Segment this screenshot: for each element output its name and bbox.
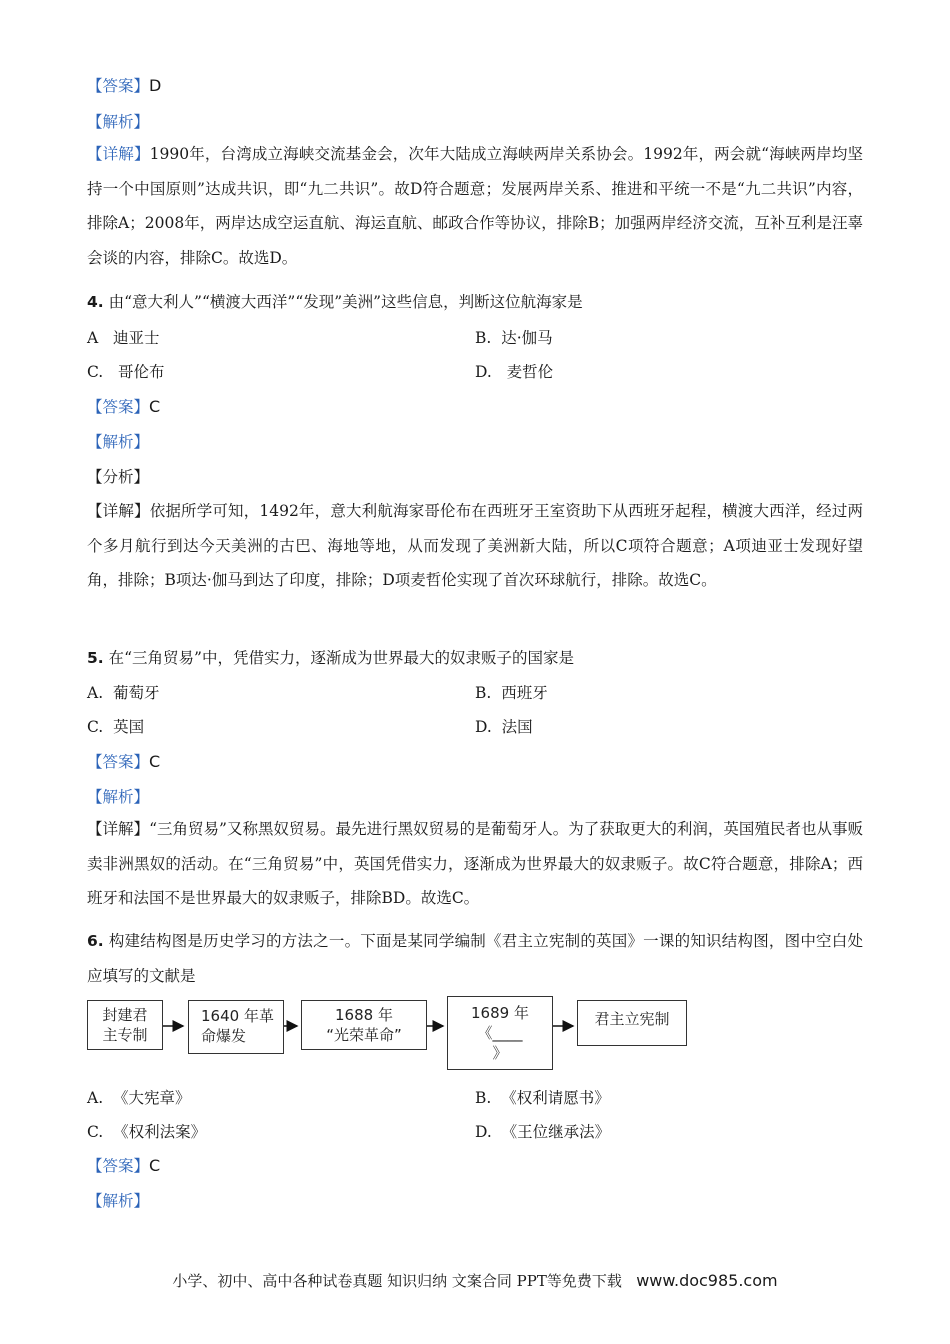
detail-tag: 【详解】 [87, 145, 150, 163]
q5-analysis-tag: 【解析】 [87, 788, 150, 806]
question-number: 5. [87, 649, 104, 667]
detail-tag: 【详解】 [87, 502, 150, 520]
footer-text: 小学、初中、高中各种试卷真题 知识归纳 文案合同 PPT等免费下载 [172, 1272, 622, 1290]
question-text: 构建结构图是历史学习的方法之一。下面是某同学编制《君主立宪制的英国》一课的知识结构图，图中空白处应填写的文献是 [87, 932, 863, 985]
question-number: 4. [87, 293, 104, 311]
answer-value: C [149, 752, 161, 771]
box-glorious-revolution: 1688 年 “光荣革命” [301, 1000, 427, 1050]
q3-answer-line [87, 76, 161, 96]
q6-option-c: C. 《权利法案》 [87, 1123, 207, 1141]
detail-text: 依据所学可知，1492年，意大利航海家哥伦布在西班牙王室资助下从西班牙起程，横渡大西洋，经过两个多月航行到达今天美洲的古巴、海地等地，从而发现了美洲新大陆，所以C项符合题意；A项迪亚士发现好望角，排除；B项达·伽马到达了印度，排除；D项麦哲伦实现了首次环球航行，排除。故选C。 [87, 502, 863, 589]
q5-option-d: D. 法国 [475, 718, 533, 736]
q6-answer-line: 【答案】C [87, 1156, 161, 1175]
q4-option-c: C. 哥伦布 [87, 363, 165, 381]
q4-detail [87, 494, 863, 598]
detail-text: 1990年，台湾成立海峡交流基金会，次年大陆成立海峡两岸关系协会。1992年，两会就“海峡两岸均坚持一个中国原则”达成共识，即“九二共识”。故D符合题意；发展两岸关系、推进和平统一不是“九二共识”内容，排除A；2008年，两岸达成空运直航、海运直航、邮政合作等协议，排除B；加强两岸经济交流，互补互利是汪辜会谈的内容，排除C。故选D。 [87, 145, 863, 267]
question-text: 在“三角贸易”中，凭借实力，逐渐成为世界最大的奴隶贩子的国家是 [108, 649, 574, 667]
q5-stem [87, 648, 574, 668]
q6-option-a: A. 《大宪章》 [87, 1089, 191, 1107]
q5-answer-line: 【答案】C [87, 752, 161, 771]
box-constitutional-monarchy: 君主立宪制 [577, 1000, 687, 1046]
q4-option-a: A 迪亚士 [87, 329, 160, 347]
q4-option-d: D. 麦哲伦 [475, 363, 554, 381]
q3-analysis-tag: 【解析】 [87, 113, 150, 131]
q5-option-a: A. 葡萄牙 [87, 684, 160, 702]
q5-detail [87, 812, 863, 916]
q5-option-c: C. 英国 [87, 718, 145, 736]
box-feudal-autocracy: 封建君 主专制 [87, 1000, 163, 1050]
detail-tag: 【详解】 [87, 820, 150, 838]
q3-detail [87, 137, 863, 275]
detail-text: “三角贸易”又称黑奴贸易。最先进行黑奴贸易的是葡萄牙人。为了获取更大的利润，英国殖民者也从事贩卖非洲黑奴的活动。在“三角贸易”中，英国凭借实力，逐渐成为世界最大的奴隶贩子。故C符合题意，排除A；西班牙和法国不是世界最大的奴隶贩子，排除BD。故选C。 [87, 820, 863, 907]
answer-value: C [149, 1156, 161, 1175]
answer-tag: 【答案】 [87, 77, 150, 95]
q4-fenxi-tag: 【分析】 [87, 468, 150, 486]
q6-analysis-tag: 【解析】 [87, 1192, 150, 1210]
answer-value: D [149, 76, 162, 95]
q5-option-b: B. 西班牙 [475, 684, 548, 702]
q4-analysis-tag: 【解析】 [87, 433, 150, 451]
footer-url[interactable]: www.doc985.com [636, 1271, 778, 1290]
q6-option-b: B. 《权利请愿书》 [475, 1089, 610, 1107]
box-1640-revolution: 1640 年革 命爆发 [188, 1000, 284, 1054]
page-footer [0, 1270, 950, 1291]
q4-option-b: B. 达·伽马 [475, 329, 553, 347]
q4-stem [87, 292, 583, 312]
question-text: 由“意大利人”“横渡大西洋”“发现”美洲”这些信息，判断这位航海家是 [108, 293, 583, 311]
answer-value: C [149, 397, 161, 416]
knowledge-structure-diagram [87, 994, 687, 1074]
box-1689-blank: 1689 年 《____ 》 [447, 996, 553, 1070]
question-number: 6. [87, 932, 104, 950]
q6-stem [87, 924, 863, 993]
q6-option-d: D. 《王位继承法》 [475, 1123, 611, 1141]
q4-answer-line: 【答案】C [87, 397, 161, 416]
